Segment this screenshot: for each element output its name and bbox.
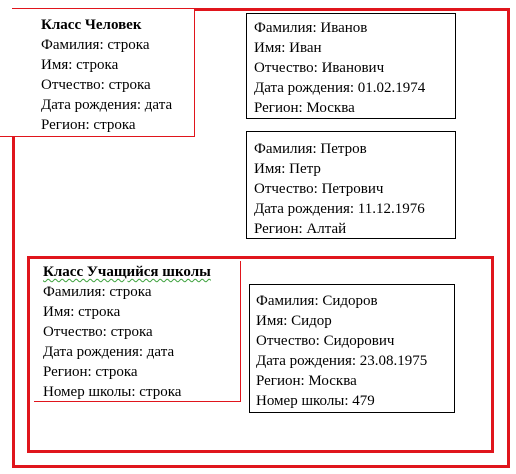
instance-field: Дата рождения: 01.02.1974 — [254, 80, 426, 96]
class-student-field: Номер школы: строка — [43, 384, 182, 400]
instance-field: Дата рождения: 11.12.1976 — [254, 201, 425, 217]
class-person-box — [0, 9, 195, 137]
class-person-field: Имя: строка — [41, 57, 119, 73]
class-student-title: Класс Учащийся школы — [43, 264, 211, 280]
instance-field: Фамилия: Иванов — [254, 20, 368, 36]
class-student-box — [34, 261, 241, 402]
class-person-field: Фамилия: строка — [41, 37, 150, 53]
class-person-field: Отчество: строка — [41, 77, 151, 93]
instance-field: Дата рождения: 23.08.1975 — [256, 353, 428, 369]
instance-field: Номер школы: 479 — [256, 393, 375, 409]
instance-field: Фамилия: Сидоров — [256, 293, 378, 309]
instance-field: Регион: Алтай — [254, 221, 347, 237]
instance-field: Имя: Петр — [254, 161, 321, 177]
class-student-field: Фамилия: строка — [43, 284, 152, 300]
class-student-field: Имя: строка — [43, 304, 121, 320]
instance-field: Фамилия: Петров — [254, 141, 367, 157]
instance-field: Имя: Иван — [254, 40, 322, 56]
class-person-title: Класс Человек — [41, 17, 142, 33]
class-student-field: Отчество: строка — [43, 324, 153, 340]
instance-petrov-box — [246, 131, 456, 239]
instance-field: Регион: Москва — [254, 100, 355, 116]
class-student-field: Дата рождения: дата — [43, 344, 175, 360]
instance-field: Регион: Москва — [256, 373, 357, 389]
class-person-field: Регион: строка — [41, 117, 136, 133]
instance-field: Отчество: Сидорович — [256, 333, 395, 349]
class-student-field: Регион: строка — [43, 364, 138, 380]
instance-field: Имя: Сидор — [256, 313, 332, 329]
instance-field: Отчество: Иванович — [254, 60, 385, 76]
class-person-field: Дата рождения: дата — [41, 97, 173, 113]
instance-field: Отчество: Петрович — [254, 181, 384, 197]
instance-sidorov-box — [249, 284, 455, 413]
instance-ivanov-box — [246, 13, 456, 119]
